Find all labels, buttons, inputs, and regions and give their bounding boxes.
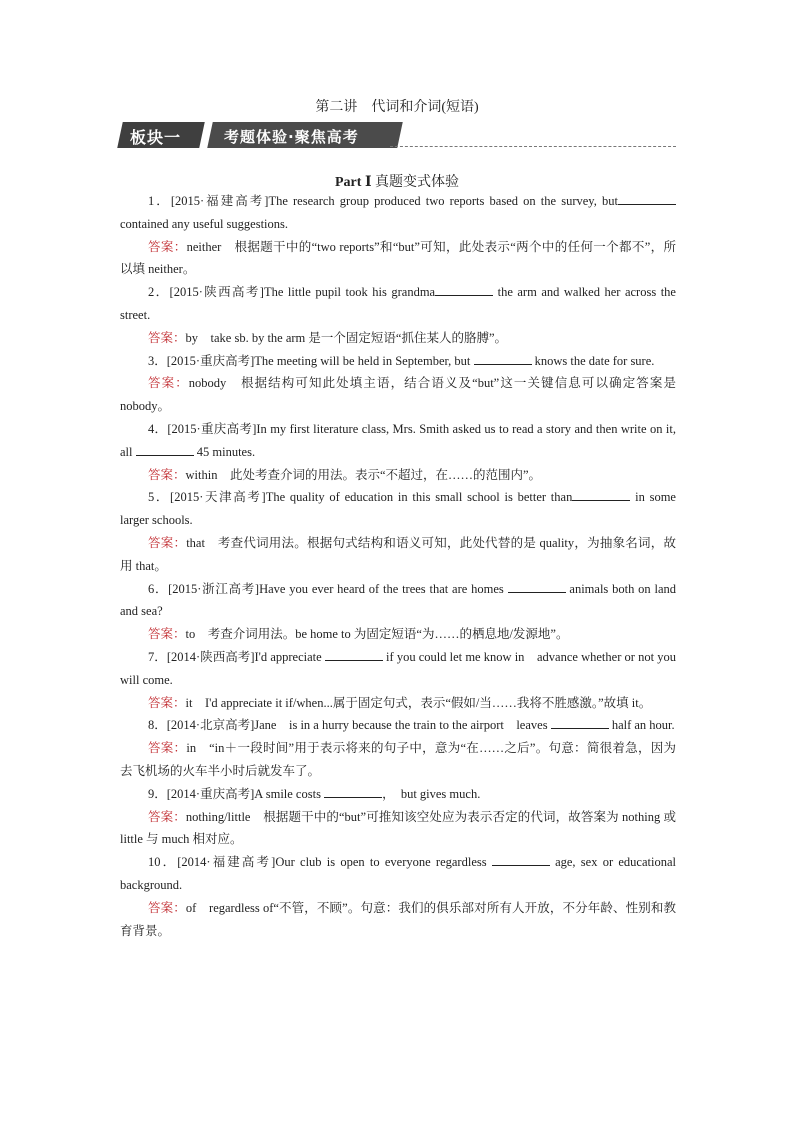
answer-blank: [551, 716, 609, 729]
answer-text: neither 根据题干中的“two reports”和“but”可知，此处表示“两个中的任何一个都不”，所以填 neither。: [120, 239, 676, 277]
answer-text: within 此处考查介词的用法。表示“不超过，在……的范围内”。: [185, 467, 542, 482]
question-text-before: The little pupil took his grandma: [263, 285, 436, 300]
question-number: 10．: [148, 855, 178, 870]
question-source: [2015·重庆高考]: [166, 353, 255, 368]
answer-text: it I'd appreciate it if/when...属于固定句式，表示“假如/当……我将不胜感激。”故填 it。: [185, 695, 652, 710]
answer-blank: [435, 283, 493, 296]
question-list: [120, 190, 676, 942]
question-item: [120, 714, 676, 737]
question-item: [120, 486, 676, 532]
question-text-after: in some larger schools.: [120, 490, 676, 528]
question-number: 7．: [148, 649, 167, 664]
answer-item: [120, 623, 676, 646]
answer-label: 答案：: [148, 330, 186, 345]
question-number: 5．: [148, 490, 171, 505]
answer-item: [120, 236, 676, 282]
answer-label: 答案：: [148, 467, 186, 482]
answer-text: nobody 根据结构可知此处填主语，结合语义及“but”这一关键信息可以确定答案是 nobody。: [120, 376, 676, 414]
question-number: 6．: [148, 581, 169, 596]
answer-blank: [618, 192, 676, 205]
answer-label: 答案：: [148, 741, 187, 756]
answer-label: 答案：: [148, 900, 186, 915]
answer-label: 答案：: [148, 239, 187, 254]
answer-item: [120, 737, 676, 783]
answer-blank: [492, 853, 550, 866]
question-text-after: age, sex or educational background.: [120, 855, 676, 892]
answer-item: [120, 327, 676, 350]
answer-label: 答案：: [148, 695, 186, 710]
answer-blank: [324, 785, 382, 798]
question-text-after: ， but gives much.: [382, 786, 481, 801]
section-banner: [120, 120, 676, 150]
question-item: [120, 578, 676, 624]
answer-item: [120, 372, 676, 418]
question-source: [2014·福建高考]: [177, 855, 276, 870]
question-source: [2015·天津高考]: [170, 490, 266, 505]
answer-item: [120, 692, 676, 715]
page-title: 第二讲 代词和介词(短语): [315, 100, 479, 115]
question-text-before: Jane is in a hurry because the train to the airport leaves: [254, 718, 551, 733]
answer-text: nothing/little 根据题干中的“but”可推知该空处应为表示否定的代词，故答案为 nothing 或 little 与 much 相对应。: [120, 809, 676, 847]
answer-item: [120, 532, 676, 578]
question-text-before: Our club is open to everyone regardless: [275, 855, 492, 870]
question-text-after: half an hour.: [608, 718, 675, 733]
question-source: [2014·重庆高考]: [166, 786, 255, 801]
answer-blank: [474, 352, 532, 365]
question-source: [2014·陕西高考]: [166, 649, 255, 664]
question-text-after: the arm and walked her across the street.: [120, 285, 676, 322]
question-number: 1．: [148, 194, 171, 208]
question-text-before: The meeting will be held in September, but: [254, 353, 474, 368]
question-number: 2．: [148, 285, 170, 300]
answer-blank: [136, 443, 194, 456]
question-item: [120, 281, 676, 327]
question-item: [120, 350, 676, 373]
answer-label: 答案：: [148, 809, 186, 824]
question-source: [2015·浙江高考]: [168, 581, 260, 596]
question-number: 8．: [148, 718, 167, 733]
answer-item: [120, 464, 676, 487]
question-source: [2015·陕西高考]: [169, 285, 264, 300]
question-text-after: knows the date for sure.: [531, 353, 655, 368]
question-source: [2015·重庆高考]: [167, 421, 257, 436]
question-text-before: A smile costs: [254, 786, 325, 801]
question-text-before: The quality of education in this small school is better than: [265, 490, 573, 505]
question-text-after: animals both on land and sea?: [120, 581, 676, 619]
question-text-after: 45 minutes.: [193, 444, 256, 459]
question-item: [120, 851, 676, 897]
question-number: 4．: [148, 421, 168, 436]
question-text-after: if you could let me know in advance whether or not you will come.: [120, 649, 676, 687]
question-text-before: I'd appreciate: [254, 649, 325, 664]
banner-subtitle: 考题体验·聚焦高考: [224, 128, 359, 146]
question-number: 9．: [148, 786, 167, 801]
answer-label: 答案：: [148, 627, 186, 642]
banner-divider: [390, 146, 676, 147]
part-title: 真题变式体验: [375, 175, 459, 190]
part-heading: [0, 171, 794, 191]
answer-text: by take sb. by the arm 是一个固定短语“抓住某人的胳膊”。: [185, 330, 508, 345]
question-item: [120, 783, 676, 806]
question-item: [120, 646, 676, 692]
answer-item: [120, 806, 676, 852]
question-item: [120, 418, 676, 464]
question-text-before: Have you ever heard of the trees that are homes: [259, 581, 508, 596]
answer-text: in “in＋一段时间”用于表示将来的句子中，意为“在……之后”。句意：简很着急，因为去飞机场的火车半小时后就发车了。: [120, 741, 676, 778]
answer-item: [120, 897, 676, 943]
answer-blank: [572, 488, 630, 501]
answer-text: of regardless of“不管，不顾”。句意：我们的俱乐部对所有人开放，不分年龄、性别和教育背景。: [120, 900, 676, 938]
question-source: [2015·福建高考]: [170, 194, 269, 208]
part-numeral: Ⅰ: [364, 175, 372, 190]
question-text-before: The research group produced two reports based on the survey, but: [268, 194, 618, 208]
answer-blank: [325, 648, 383, 661]
question-number: 3．: [148, 353, 167, 368]
answer-blank: [508, 580, 566, 593]
question-text-after: contained any useful suggestions.: [120, 216, 289, 231]
question-text-before: In my first literature class, Mrs. Smith asked us to read a story and then write on it, all: [120, 421, 676, 459]
banner-section-label: 板块一: [130, 128, 182, 147]
question-item: [120, 190, 676, 236]
answer-label: 答案：: [148, 535, 187, 550]
part-label: Part: [335, 175, 362, 190]
question-source: [2014·北京高考]: [166, 718, 255, 733]
answer-text: to 考查介词用法。be home to 为固定短语“为……的栖息地/发源地”。: [185, 627, 569, 642]
answer-text: that 考查代词用法。根据句式结构和语义可知，此处代替的是 quality，为抽象名词，故用 that。: [120, 535, 676, 573]
answer-label: 答案：: [148, 376, 189, 391]
